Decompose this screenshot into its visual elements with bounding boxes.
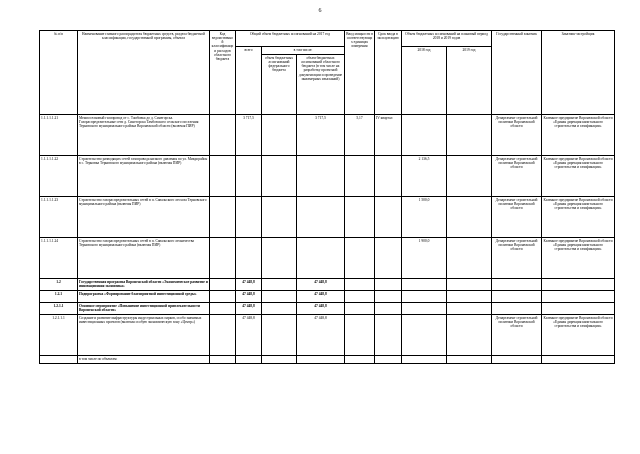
cell-fed xyxy=(262,115,297,156)
cell-code xyxy=(210,156,236,197)
cell-reg xyxy=(297,156,345,197)
cell-code xyxy=(210,356,236,364)
cell-fed xyxy=(262,238,297,279)
cell-2018 xyxy=(402,291,447,303)
cell-total xyxy=(236,197,262,238)
cell-num: 1.1.1.1.1.22 xyxy=(40,156,78,197)
cell-num: 1.1.1.1.1.23 xyxy=(40,197,78,238)
cell-name: Создание и развитие инфраструктуры индустриальных парков, особо значимых инвестиционных проектов (включая особую экономическую зону «Центр») xyxy=(78,315,210,356)
header-customer: Государственный заказчик xyxy=(492,31,542,115)
header-reg: объем бюджетных ассигнований областного бюджета (в том числе на разработку проектной документации и проведение инженерных изысканий) xyxy=(297,55,345,115)
table-row xyxy=(40,356,615,364)
cell-fed xyxy=(262,356,297,364)
cell-code xyxy=(210,303,236,315)
cell-fed xyxy=(262,197,297,238)
cell-num xyxy=(40,356,78,364)
cell-fed xyxy=(262,156,297,197)
cell-total xyxy=(236,156,262,197)
header-capacity: Ввод мощности в соответствующих единицах измерения xyxy=(345,31,375,115)
cell-2019 xyxy=(447,197,492,238)
cell-developer: Казенное предприятие Воронежской области «Единая дирекция капитального строительства и газификации» xyxy=(542,115,615,156)
cell-term: IV квартал xyxy=(375,115,402,156)
cell-fed xyxy=(262,279,297,291)
cell-2018 xyxy=(402,115,447,156)
cell-total: 47 448,8 xyxy=(236,303,262,315)
cell-reg: 3 717,5 xyxy=(297,115,345,156)
cell-total: 47 448,8 xyxy=(236,315,262,356)
cell-developer: Казенное предприятие Воронежской области «Единая дирекция капитального строительства и газификации» xyxy=(542,197,615,238)
cell-developer xyxy=(542,291,615,303)
cell-fed xyxy=(262,303,297,315)
cell-customer xyxy=(492,356,542,364)
table-row xyxy=(40,238,615,279)
cell-num: 1.2 xyxy=(40,279,78,291)
cell-customer xyxy=(492,303,542,315)
cell-customer xyxy=(492,279,542,291)
cell-2018 xyxy=(402,315,447,356)
cell-total: 47 448,8 xyxy=(236,279,262,291)
cell-2018 xyxy=(402,303,447,315)
cell-developer xyxy=(542,303,615,315)
cell-capacity: 5,17 xyxy=(345,115,375,156)
cell-num: 1.1.1.1.1.21 xyxy=(40,115,78,156)
cell-total: 3 717,5 xyxy=(236,115,262,156)
cell-capacity xyxy=(345,238,375,279)
cell-term xyxy=(375,356,402,364)
header-total: всего xyxy=(236,47,262,115)
cell-name: Основное мероприятие «Повышение инвестиционной привлекательности Воронежской области» xyxy=(78,303,210,315)
cell-num: 1.2.1.1 xyxy=(40,303,78,315)
cell-code xyxy=(210,238,236,279)
page-number: 6 xyxy=(318,8,322,14)
cell-code xyxy=(210,315,236,356)
table-row xyxy=(40,156,615,197)
cell-term xyxy=(375,291,402,303)
cell-capacity xyxy=(345,356,375,364)
header-developer: Заказчик-застройщик xyxy=(542,31,615,115)
cell-capacity xyxy=(345,156,375,197)
cell-code xyxy=(210,115,236,156)
table-row xyxy=(40,303,615,315)
cell-term xyxy=(375,315,402,356)
cell-code xyxy=(210,279,236,291)
cell-reg: 47 448,8 xyxy=(297,303,345,315)
cell-name: в том числе по объектам: xyxy=(78,356,210,364)
header-2018: 2018 год xyxy=(402,47,447,115)
cell-capacity xyxy=(345,291,375,303)
cell-2018: 1 500,0 xyxy=(402,197,447,238)
cell-term xyxy=(375,279,402,291)
header-plan-group: Объем бюджетных ассигнований на плановый период 2018 и 2019 годов xyxy=(402,31,492,47)
cell-name: Строительство газораспределительных сетей в п. Савальского лесничества Терновского муниципального района (включая ПИР) xyxy=(78,238,210,279)
header-incl: в том числе: xyxy=(262,47,345,55)
cell-code xyxy=(210,197,236,238)
cell-num: 1.1.1.1.1.24 xyxy=(40,238,78,279)
cell-2018 xyxy=(402,279,447,291)
header-term: Срок ввода в эксплуатацию xyxy=(375,31,402,115)
cell-name: Межпоселковый газопровод от с. Тамбовка до д. Синегорска. Газораспределительные сети д. Синегорска Тамбовского сельского поселения Терновского муниципального района Воронежской области (включая ПИР) xyxy=(78,115,210,156)
cell-capacity xyxy=(345,197,375,238)
header-num: № п/п xyxy=(40,31,78,115)
cell-developer: Казенное предприятие Воронежской области «Единая дирекция капитального строительства и газификации» xyxy=(542,315,615,356)
cell-capacity xyxy=(345,303,375,315)
cell-2019 xyxy=(447,315,492,356)
cell-customer: Департамент строительной политики Воронежской области xyxy=(492,197,542,238)
cell-capacity xyxy=(345,279,375,291)
cell-customer: Департамент строительной политики Воронежской области xyxy=(492,315,542,356)
cell-customer: Департамент строительной политики Воронежской области xyxy=(492,156,542,197)
cell-2019 xyxy=(447,291,492,303)
cell-fed xyxy=(262,315,297,356)
cell-2018: 2 136,5 xyxy=(402,156,447,197)
header-2019: 2019 год xyxy=(447,47,492,115)
cell-term xyxy=(375,197,402,238)
cell-reg xyxy=(297,197,345,238)
cell-term xyxy=(375,156,402,197)
table-row xyxy=(40,115,615,156)
cell-developer xyxy=(542,279,615,291)
cell-total xyxy=(236,356,262,364)
cell-term xyxy=(375,303,402,315)
cell-2018 xyxy=(402,356,447,364)
header-total-group: Общий объем бюджетных ассигнований на 2017 год xyxy=(236,31,345,47)
budget-table xyxy=(39,30,615,364)
cell-2019 xyxy=(447,356,492,364)
cell-name: Государственная программа Воронежской области «Экономическое развитие и инновационная экономика» xyxy=(78,279,210,291)
cell-reg: 47 448,8 xyxy=(297,315,345,356)
cell-code xyxy=(210,291,236,303)
cell-2019 xyxy=(447,115,492,156)
table-row xyxy=(40,197,615,238)
cell-2019 xyxy=(447,156,492,197)
cell-2018: 1 900,0 xyxy=(402,238,447,279)
cell-2019 xyxy=(447,238,492,279)
cell-total: 47 448,8 xyxy=(236,291,262,303)
cell-capacity xyxy=(345,315,375,356)
cell-customer xyxy=(492,291,542,303)
cell-name: Строительство разводящих сетей газопровода низкого давления по ул. Микрорайон в с. Терновка Терновского муниципального района (включая ПИР) xyxy=(78,156,210,197)
header-fed: объем бюджетных ассигнований федерального бюджета xyxy=(262,55,297,115)
cell-term xyxy=(375,238,402,279)
cell-developer: Казенное предприятие Воронежской области «Единая дирекция капитального строительства и газификации» xyxy=(542,156,615,197)
table-row xyxy=(40,279,615,291)
cell-reg: 47 448,8 xyxy=(297,291,345,303)
cell-total xyxy=(236,238,262,279)
cell-name: Строительство газораспределительных сетей в п. Савальского лесхоза Терновского муниципального района (включая ПИР) xyxy=(78,197,210,238)
cell-num: 1.2.1.1.1 xyxy=(40,315,78,356)
cell-developer: Казенное предприятие Воронежской области «Единая дирекция капитального строительства и газификации» xyxy=(542,238,615,279)
cell-customer: Департамент строительной политики Воронежской области xyxy=(492,115,542,156)
table-row xyxy=(40,291,615,303)
cell-customer: Департамент строительной политики Воронежской области xyxy=(492,238,542,279)
cell-fed xyxy=(262,291,297,303)
header-name: Наименование главного распорядителя бюджетных средств, раздела бюджетной классификации, государственной программы, объекта xyxy=(78,31,210,115)
cell-reg xyxy=(297,238,345,279)
cell-reg xyxy=(297,356,345,364)
table-row xyxy=(40,315,615,356)
cell-reg: 47 448,8 xyxy=(297,279,345,291)
cell-num: 1.2.1 xyxy=(40,291,78,303)
cell-2019 xyxy=(447,279,492,291)
cell-developer xyxy=(542,356,615,364)
header-code: Код ведомственной классификации расходов областного бюджета xyxy=(210,31,236,115)
cell-2019 xyxy=(447,303,492,315)
cell-name: Подпрограмма «Формирование благоприятной инвестиционной среды» xyxy=(78,291,210,303)
